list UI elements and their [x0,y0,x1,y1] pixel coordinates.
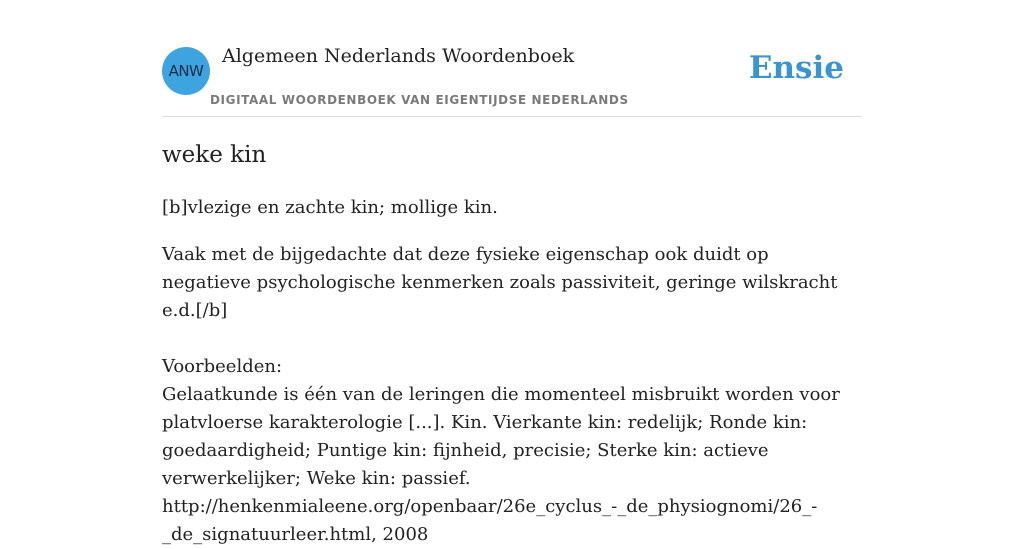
example-quote: Gelaatkunde is één van de leringen die momenteel misbruikt worden voor platvloerse karakterologie [...]. Kin. Vierkante kin: redelijk; Ronde kin: goedaardigheid; Puntige kin: fijnheid, precisie; Sterke kin: actieve verwerkelijker; Weke kin: passief. [162,384,840,489]
example-source-url[interactable]: http://henkenmialeene.org/openbaar/26e_cyclus_-_de_physiognomi/26_-_de_signatuurleer.html, 2008 [162,496,818,545]
entry-definition: [b]vlezige en zachte kin; mollige kin. [162,197,498,218]
ensie-brand-logo[interactable]: Ensie [748,50,844,86]
page-container [162,0,862,549]
entry-content [162,139,862,549]
entry-headword: weke kin [162,142,267,168]
entry-note: Vaak met de bijgedachte dat deze fysieke eigenschap ook duidt op negatieve psychologische kenmerken zoals passiviteit, geringe wilskracht e.d.[/b] [162,244,838,321]
site-header [162,0,862,117]
site-title[interactable]: Algemeen Nederlands Woordenboek [222,45,575,67]
examples-label: Voorbeelden: [162,356,283,377]
site-subtitle: DIGITAAL WOORDENBOEK VAN EIGENTIJDSE NEDERLANDS [210,93,629,107]
anw-logo[interactable]: ANW [162,47,210,95]
